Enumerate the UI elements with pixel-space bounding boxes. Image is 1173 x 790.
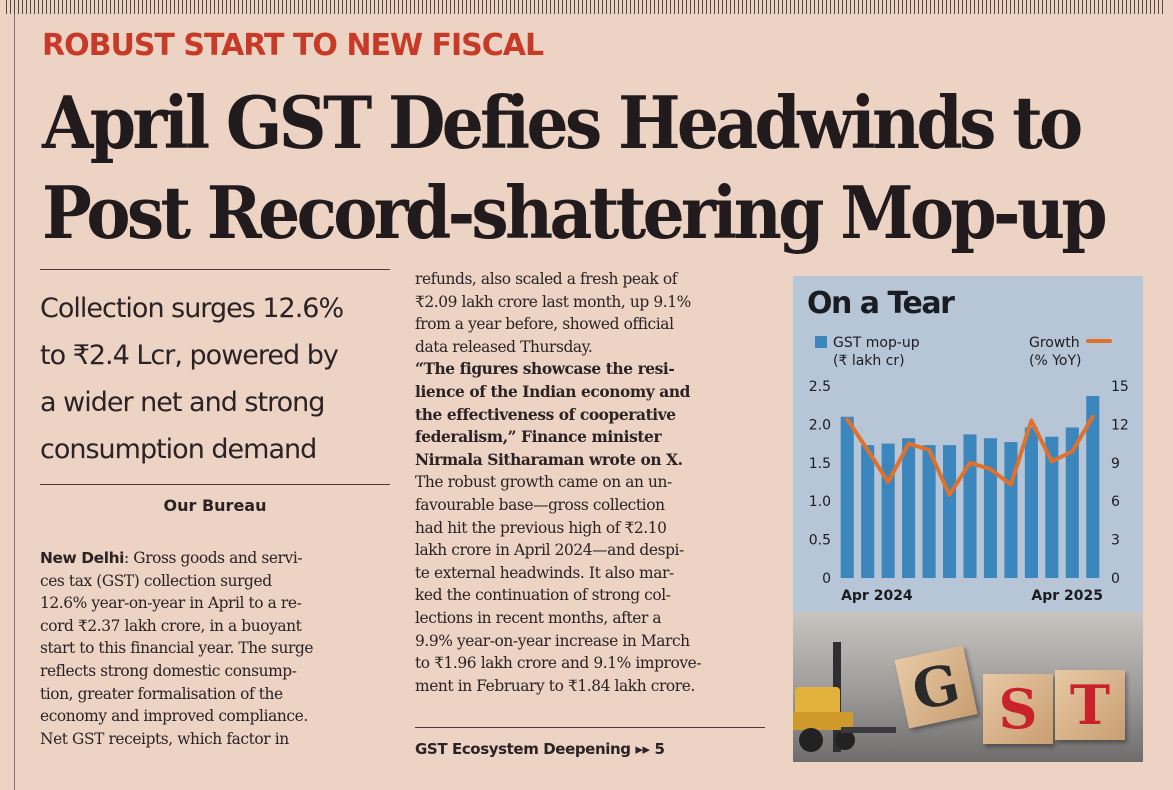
body-line: had hit the previous high of ₹2.10 — [415, 518, 667, 537]
body-line: lections in recent months, after a — [415, 608, 662, 627]
legend-bar-unit: (₹ lakh cr) — [833, 353, 905, 369]
column-divider — [14, 14, 15, 790]
right-axis-tick-label: 3 — [1111, 532, 1120, 549]
body-line: ₹2.09 lakh crore last month, up 9.1% — [415, 292, 691, 311]
right-axis-tick-label: 0 — [1111, 571, 1120, 587]
left-axis-tick-label: 0.5 — [808, 532, 831, 549]
bar — [841, 417, 854, 578]
gst-photo — [793, 612, 1143, 762]
body-line: New Delhi: Gross goods and servi- — [40, 549, 303, 567]
quote-line: “The figures showcase the resi- — [415, 360, 675, 379]
body-line: reflects strong domestic consump- — [40, 661, 297, 680]
legend-line-unit: (% YoY) — [1029, 353, 1082, 369]
footer-rule — [415, 727, 765, 728]
headline — [42, 78, 1104, 258]
x-axis-label-start: Apr 2024 — [841, 588, 913, 604]
forklift-icon — [793, 632, 903, 762]
body-line: to ₹1.96 lakh crore and 9.1% improve- — [415, 654, 702, 673]
chart-panel — [793, 276, 1143, 612]
right-axis-tick-label: 9 — [1111, 455, 1120, 472]
deck-rule-top — [40, 269, 390, 270]
deck-line: to ₹2.4 Lcr, powered by — [40, 340, 338, 371]
body-line: refunds, also scaled a fresh peak of — [415, 270, 677, 288]
deck-line: Collection surges 12.6% — [40, 293, 344, 324]
right-axis-tick-label: 12 — [1111, 417, 1129, 434]
left-axis-tick-label: 0 — [822, 571, 831, 587]
body-line: lakh crore in April 2024—and despi- — [415, 541, 684, 560]
body-line: from a year before, showed official — [415, 315, 674, 334]
quote-line: Nirmala Sitharaman wrote on X. — [415, 450, 683, 469]
bar — [882, 444, 895, 578]
body-line: Net GST receipts, which factor in — [40, 729, 289, 748]
x-axis-label-end: Apr 2025 — [1031, 588, 1103, 604]
byline: Our Bureau — [163, 496, 267, 515]
bar — [984, 438, 997, 578]
body-line: favourable base—gross collection — [415, 495, 665, 514]
left-axis-tick-label: 2.5 — [808, 379, 831, 395]
article-column-2 — [415, 268, 773, 697]
body-line: 12.6% year-on-year in April to a re- — [40, 594, 302, 613]
right-axis-tick-label: 6 — [1111, 494, 1120, 511]
headline-line-2: Post Record-shattering Mop-up — [42, 170, 1104, 255]
quote-line: federalism,” Finance minister — [415, 428, 662, 447]
left-axis-tick-label: 1.0 — [808, 494, 831, 511]
chart-title: On a Tear — [807, 286, 954, 321]
letter-block: G — [894, 645, 977, 728]
left-axis-tick-label: 2.0 — [808, 417, 831, 434]
body-line: start to this financial year. The surge — [40, 639, 314, 658]
left-axis-tick-label: 1.5 — [808, 455, 831, 472]
legend-line-label: Growth — [1029, 335, 1080, 351]
body-line: ment in February to ₹1.84 lakh crore. — [415, 676, 695, 695]
letter-block: S — [983, 674, 1053, 744]
bar — [1025, 427, 1038, 578]
masthead-rule — [6, 0, 1166, 14]
kicker: ROBUST START TO NEW FISCAL — [42, 28, 544, 63]
bar — [963, 434, 976, 578]
quote-line: the effectiveness of cooperative — [415, 405, 676, 424]
deck-line: consumption demand — [40, 434, 317, 465]
body-line: 9.9% year-on-year increase in March — [415, 631, 690, 650]
bar — [923, 445, 936, 578]
deck — [40, 285, 400, 473]
body-line: The robust growth came on an un- — [415, 473, 672, 492]
deck-line: a wider net and strong — [40, 387, 325, 418]
body-line: cord ₹2.37 lakh crore, in a buoyant — [40, 616, 302, 635]
body-line: ces tax (GST) collection surged — [40, 571, 272, 590]
body-line: tion, greater formalisation of the — [40, 684, 283, 703]
deck-rule-bottom — [40, 484, 390, 485]
letter-block: T — [1055, 670, 1125, 740]
body-line: data released Thursday. — [415, 337, 593, 356]
body-line: economy and improved compliance. — [40, 707, 308, 726]
quote — [415, 358, 773, 471]
bar — [902, 438, 915, 578]
right-axis-tick-label: 15 — [1111, 379, 1129, 395]
related-story-link[interactable]: GST Ecosystem Deepening ▸▸ 5 — [415, 740, 665, 758]
bar — [861, 445, 874, 578]
legend-bar-label: GST mop-up — [833, 335, 920, 351]
dateline: New Delhi — [40, 549, 125, 567]
body-line: te external headwinds. It also mar- — [415, 563, 674, 582]
bar — [1004, 442, 1017, 578]
chart-svg — [793, 276, 1143, 612]
quote-line: lience of the Indian economy and — [415, 382, 691, 401]
bar — [943, 445, 956, 578]
headline-line-1: April GST Defies Headwinds to — [42, 80, 1080, 165]
article-column-1 — [40, 547, 392, 750]
body-line: ked the continuation of strong col- — [415, 586, 671, 605]
